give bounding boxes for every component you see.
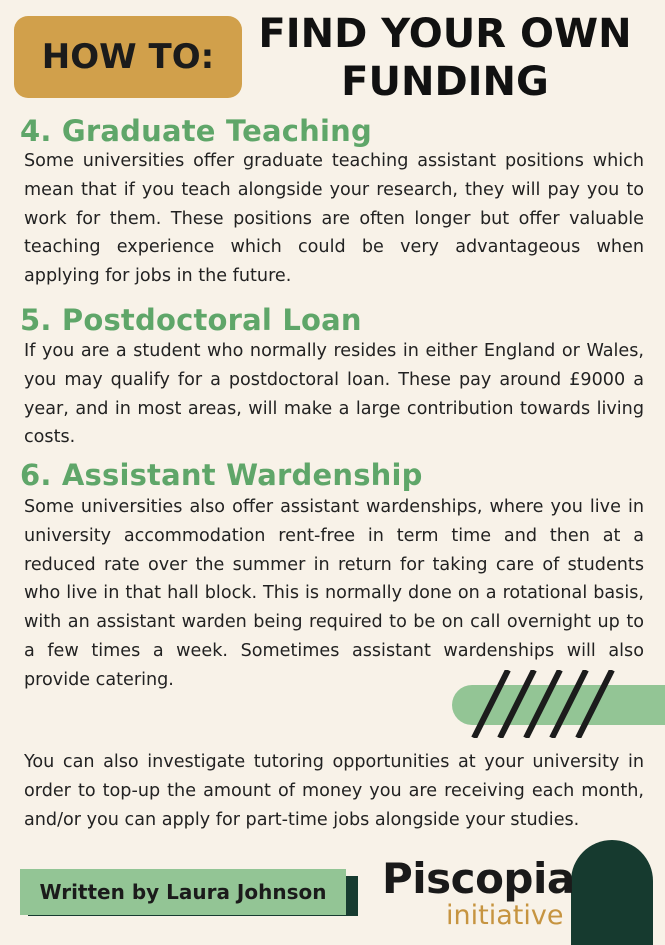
author-banner: Written by Laura Johnson (20, 869, 346, 915)
decorative-arch (571, 840, 653, 945)
how-to-badge: HOW TO: (14, 16, 242, 98)
title-line-2: FUNDING (341, 59, 549, 105)
page-title (255, 10, 635, 106)
closing-paragraph: You can also investigate tutoring opportunities at your university in order to top-up the amount of money you are receiving each month, and/or you can apply for part-time jobs alongside your studies. (24, 752, 644, 830)
piscopia-logo-name: Piscopia (382, 854, 575, 903)
section-body-assistant-wardenship: Some universities also offer assistant wardenships, where you live in university accommodation rent-free in term time and then at a reduced rate over the summer in return for taking care of students who live in that hall block. This is normally done on a rotational basis, with an assistant warden being required to be on call overnight up to a few times a week. Sometimes assistant wardenships will also provide catering. (24, 497, 644, 690)
title-line-1: FIND YOUR OWN (258, 11, 632, 57)
section-heading-postdoctoral-loan: 5. Postdoctoral Loan (20, 303, 362, 337)
section-heading-assistant-wardenship: 6. Assistant Wardenship (20, 458, 423, 492)
section-body-postdoctoral-loan: If you are a student who normally resides in either England or Wales, you may qualify for a postdoctoral loan. These pay around £9000 a year, and in most areas, will make a large contribution towards living costs. (24, 341, 644, 448)
piscopia-logo-subtitle: initiative (446, 900, 564, 931)
section-body-graduate-teaching: Some universities offer graduate teaching assistant positions which mean that if you teach alongside your research, they will pay you to work for them. These positions are often longer but offer valuable teaching experience which could be very advantageous when applying for jobs in the future. (24, 151, 644, 287)
section-heading-graduate-teaching: 4. Graduate Teaching (20, 114, 372, 148)
decorative-stripes (470, 670, 630, 738)
